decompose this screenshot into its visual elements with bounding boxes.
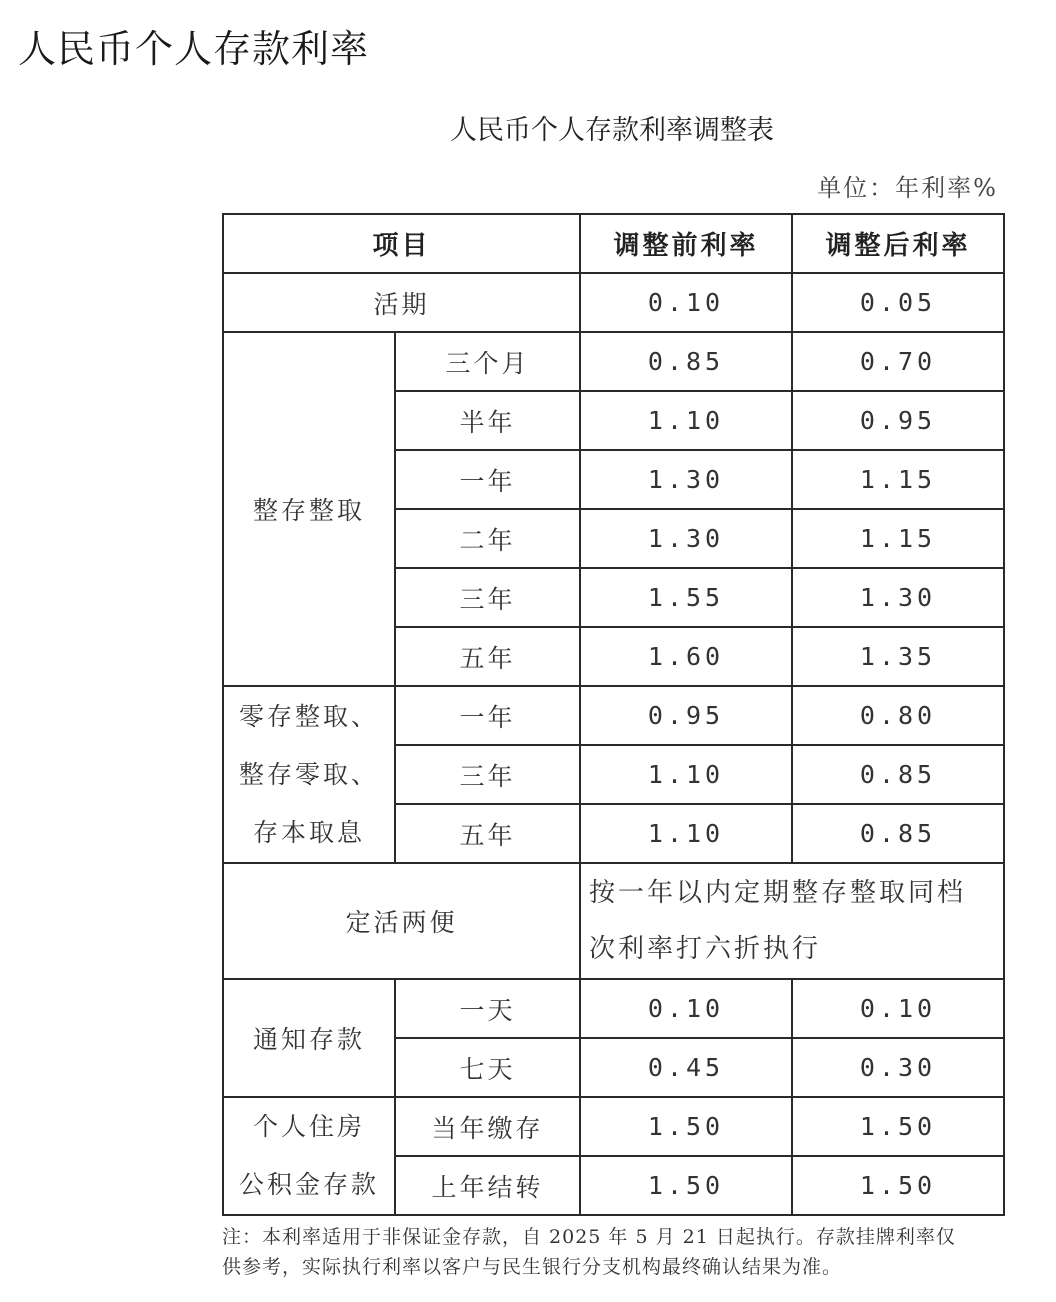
rate-before: 1.50 xyxy=(580,1156,792,1215)
rate-before: 1.50 xyxy=(580,1097,792,1156)
table-title: 人民币个人存款利率调整表 xyxy=(450,115,774,146)
housing-fund-label xyxy=(223,1097,395,1215)
rate-after: 1.15 xyxy=(792,509,1004,568)
term-cell: 一年 xyxy=(395,450,580,509)
housing-fund-label-line: 个人住房 xyxy=(252,1112,365,1141)
term-cell: 七天 xyxy=(395,1038,580,1097)
rate-after: 0.85 xyxy=(792,804,1004,863)
table-row xyxy=(223,863,1004,979)
rate-before: 0.95 xyxy=(580,686,792,745)
installment-label-line: 存本取息 xyxy=(252,817,365,847)
rate-after: 0.80 xyxy=(792,686,1004,745)
rate-before: 0.10 xyxy=(580,979,792,1038)
flexible-note-line: 按一年以内定期整存整取同档 xyxy=(589,878,967,908)
rate-after: 1.50 xyxy=(792,1097,1004,1156)
demand-label: 活期 xyxy=(223,273,580,332)
term-cell: 当年缴存 xyxy=(395,1097,580,1156)
table-header-row xyxy=(223,214,1004,273)
rate-after: 0.85 xyxy=(792,745,1004,804)
rate-after: 1.35 xyxy=(792,627,1004,686)
unit-label: 单位：年利率% xyxy=(817,174,998,202)
flexible-note xyxy=(580,863,1004,979)
rate-table xyxy=(222,213,1005,1216)
footnote xyxy=(222,1222,1002,1282)
term-cell: 三个月 xyxy=(395,332,580,391)
rate-before: 1.30 xyxy=(580,509,792,568)
rate-after: 0.70 xyxy=(792,332,1004,391)
term-cell: 上年结转 xyxy=(395,1156,580,1215)
notice-label: 通知存款 xyxy=(223,979,395,1097)
header-before: 调整前利率 xyxy=(580,214,792,273)
footnote-line: 注：本利率适用于非保证金存款，自 2025 年 5 月 21 日起执行。存款挂牌利率仅 xyxy=(222,1226,956,1248)
page-title: 人民币个人存款利率 xyxy=(18,27,370,71)
rate-before: 0.45 xyxy=(580,1038,792,1097)
housing-fund-label-line: 公积金存款 xyxy=(238,1170,379,1199)
rate-before: 1.10 xyxy=(580,804,792,863)
rate-after: 0.10 xyxy=(792,979,1004,1038)
installment-label xyxy=(223,686,395,863)
footnote-line: 供参考，实际执行利率以客户与民生银行分支机构最终确认结果为准。 xyxy=(222,1256,843,1278)
flexible-note-line: 次利率打六折执行 xyxy=(589,934,822,964)
installment-label-line: 整存零取、 xyxy=(238,759,379,789)
rate-after: 1.15 xyxy=(792,450,1004,509)
rate-before: 1.55 xyxy=(580,568,792,627)
term-cell: 三年 xyxy=(395,745,580,804)
installment-label-line: 零存整取、 xyxy=(238,701,379,731)
table-row xyxy=(223,979,1004,1038)
lump-sum-label: 整存整取 xyxy=(223,332,395,686)
rate-before: 1.60 xyxy=(580,627,792,686)
term-cell: 五年 xyxy=(395,627,580,686)
rate-before: 0.10 xyxy=(580,273,792,332)
rate-after: 0.05 xyxy=(792,273,1004,332)
header-item: 项目 xyxy=(223,214,580,273)
term-cell: 一年 xyxy=(395,686,580,745)
flexible-label: 定活两便 xyxy=(223,863,580,979)
header-after: 调整后利率 xyxy=(792,214,1004,273)
term-cell: 二年 xyxy=(395,509,580,568)
table-row xyxy=(223,1097,1004,1156)
term-cell: 三年 xyxy=(395,568,580,627)
rate-before: 1.10 xyxy=(580,391,792,450)
rate-before: 1.10 xyxy=(580,745,792,804)
rate-before: 0.85 xyxy=(580,332,792,391)
term-cell: 五年 xyxy=(395,804,580,863)
term-cell: 半年 xyxy=(395,391,580,450)
rate-before: 1.30 xyxy=(580,450,792,509)
rate-after: 1.50 xyxy=(792,1156,1004,1215)
rate-after: 0.30 xyxy=(792,1038,1004,1097)
table-row xyxy=(223,686,1004,745)
table-row xyxy=(223,273,1004,332)
rate-after: 1.30 xyxy=(792,568,1004,627)
table-row xyxy=(223,332,1004,391)
rate-after: 0.95 xyxy=(792,391,1004,450)
term-cell: 一天 xyxy=(395,979,580,1038)
